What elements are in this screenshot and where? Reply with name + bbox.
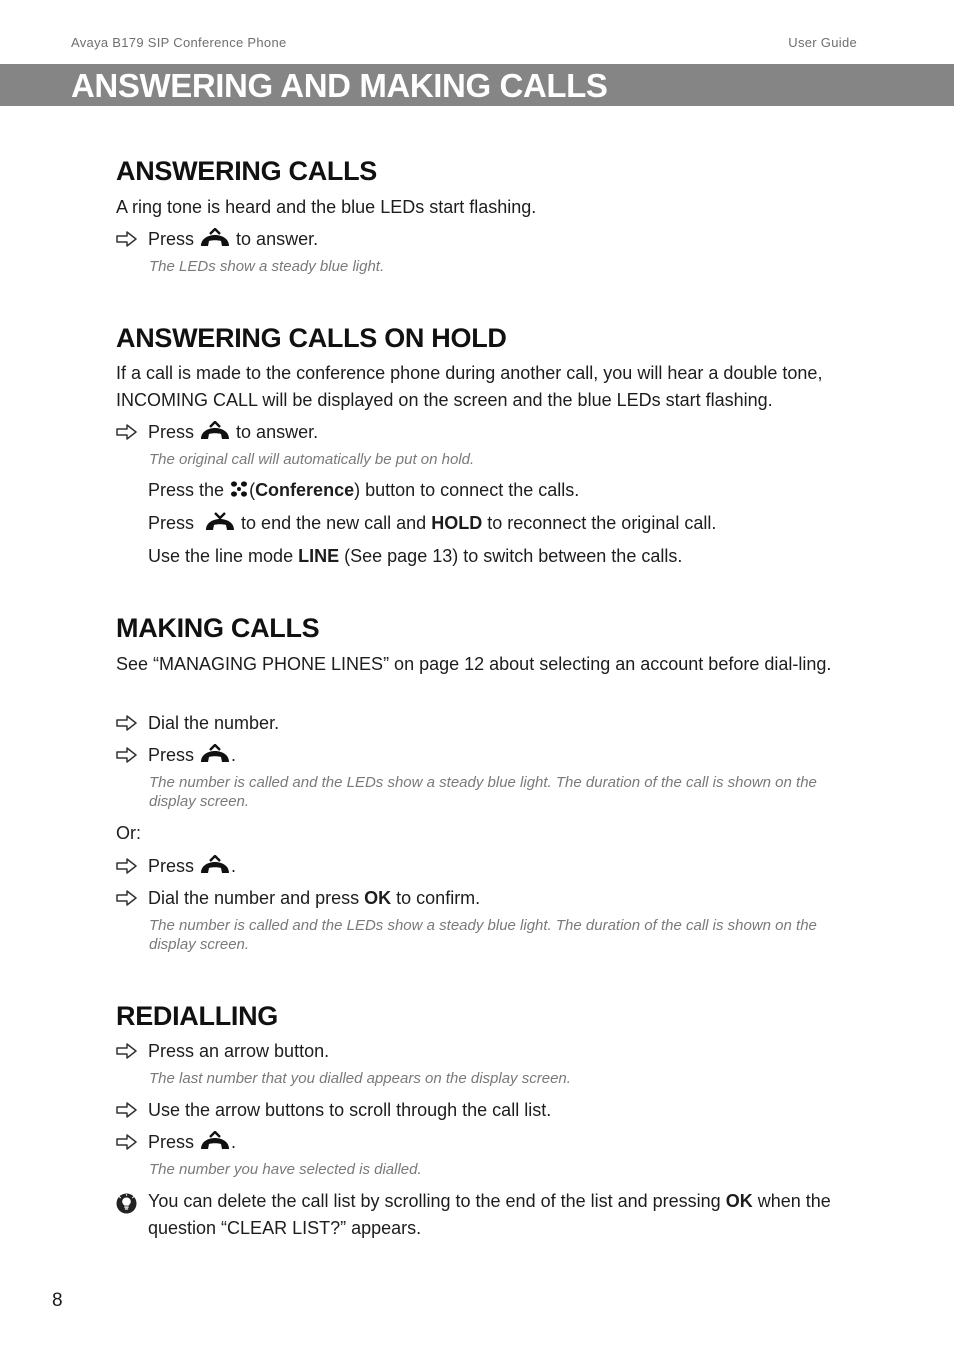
hold-end-prefix: Press bbox=[148, 513, 195, 533]
hold-conference-label: Conference bbox=[255, 480, 355, 500]
right-arrow-icon bbox=[116, 1134, 138, 1150]
hold-conference-suffix: ) button to connect the calls. bbox=[354, 480, 580, 500]
hold-conference-paren: ( bbox=[249, 480, 256, 500]
redialling-note-1: The last number that you dialled appears on the display screen. bbox=[149, 1070, 571, 1087]
making-note-2: The number is called and the LEDs show a steady blue light. The duration of the call is shown on the display screen. bbox=[149, 917, 817, 953]
hold-line-mode-line bbox=[148, 543, 682, 569]
making-step-1-text: Dial the number. bbox=[148, 713, 280, 733]
redialling-tip-prefix: You can delete the call list by scrolling to the end of the list and pressing bbox=[148, 1191, 721, 1211]
hold-step-1-suffix: to answer. bbox=[236, 422, 319, 442]
making-step-2-press: Press bbox=[148, 745, 195, 765]
hold-conference-line bbox=[148, 477, 579, 503]
heading-answering-on-hold: ANSWERING CALLS ON HOLD bbox=[116, 323, 507, 353]
running-header bbox=[71, 35, 857, 50]
page-number: 8 bbox=[52, 1290, 63, 1311]
making-step-4-prefix: Dial the number and press bbox=[148, 888, 360, 908]
hold-end-call-line bbox=[148, 510, 716, 536]
hold-line-prefix: Use the line mode bbox=[148, 546, 294, 566]
answering-step-1 bbox=[116, 226, 861, 252]
redialling-step-2 bbox=[116, 1097, 861, 1123]
making-step-2 bbox=[116, 742, 861, 768]
right-arrow-icon bbox=[116, 747, 138, 763]
right-arrow-icon bbox=[116, 858, 138, 874]
redialling-tip bbox=[148, 1188, 858, 1241]
answering-step-1-suffix: to answer. bbox=[236, 229, 319, 249]
making-step-3-suffix: . bbox=[231, 856, 237, 876]
hold-step-1 bbox=[116, 419, 861, 445]
making-intro: See “MANAGING PHONE LINES” on page 12 about selecting an account before dial-ling. bbox=[116, 654, 832, 674]
hold-note-1: The original call will automatically be put on hold. bbox=[149, 451, 475, 468]
heading-redialling: REDIALLING bbox=[116, 1001, 278, 1031]
hold-line-label: LINE bbox=[298, 546, 340, 566]
hold-end-hold-label: HOLD bbox=[431, 513, 483, 533]
header-product-name: Avaya B179 SIP Conference Phone bbox=[71, 35, 287, 50]
making-step-3 bbox=[116, 853, 861, 879]
redialling-step-3 bbox=[116, 1129, 861, 1155]
phone-offhook-icon bbox=[199, 228, 231, 247]
redialling-step-3-press: Press bbox=[148, 1132, 195, 1152]
making-or-label: Or: bbox=[116, 823, 141, 843]
redialling-tip-suffix: when the question “CLEAR LIST?” appears. bbox=[148, 1191, 831, 1238]
phone-offhook-icon bbox=[199, 1131, 231, 1150]
right-arrow-icon bbox=[116, 231, 138, 247]
redialling-step-1-text: Press an arrow button. bbox=[148, 1041, 330, 1061]
phone-offhook-icon bbox=[199, 855, 231, 874]
redialling-step-1 bbox=[116, 1038, 861, 1064]
making-step-3-press: Press bbox=[148, 856, 195, 876]
phone-offhook-icon bbox=[199, 421, 231, 440]
making-step-1 bbox=[116, 710, 861, 736]
answering-step-1-press: Press bbox=[148, 229, 195, 249]
making-step-4-ok-label: OK bbox=[364, 888, 392, 908]
hold-end-middle: to end the new call and bbox=[241, 513, 427, 533]
hold-step-1-press: Press bbox=[148, 422, 195, 442]
right-arrow-icon bbox=[116, 1102, 138, 1118]
phone-hangup-icon bbox=[204, 512, 236, 531]
answering-note-1: The LEDs show a steady blue light. bbox=[149, 258, 385, 275]
redialling-note-2: The number you have selected is dialled. bbox=[149, 1161, 422, 1178]
redialling-step-2-text: Use the arrow buttons to scroll through the call list. bbox=[148, 1100, 552, 1120]
redialling-tip-ok-label: OK bbox=[725, 1191, 753, 1211]
making-step-4 bbox=[116, 885, 861, 911]
lightbulb-tip-icon bbox=[116, 1193, 137, 1214]
hold-line-suffix: (See page 13) to switch between the calls. bbox=[344, 546, 683, 566]
hold-conference-prefix: Press the bbox=[148, 480, 225, 500]
right-arrow-icon bbox=[116, 1043, 138, 1059]
making-note-1: The number is called and the LEDs show a steady blue light. The duration of the call is shown on the display screen. bbox=[149, 774, 817, 810]
chapter-title: ANSWERING AND MAKING CALLS bbox=[71, 67, 608, 104]
heading-making-calls: MAKING CALLS bbox=[116, 613, 320, 643]
conference-icon bbox=[229, 480, 249, 498]
hold-end-suffix: to reconnect the original call. bbox=[487, 513, 717, 533]
hold-intro: If a call is made to the conference phone during another call, you will hear a double tone, INCOMING CALL will be displayed on the screen and the blue LEDs start flashing. bbox=[116, 363, 823, 410]
heading-answering-calls: ANSWERING CALLS bbox=[116, 156, 377, 186]
answering-intro: A ring tone is heard and the blue LEDs start flashing. bbox=[116, 197, 537, 217]
header-doc-type: User Guide bbox=[788, 35, 857, 50]
right-arrow-icon bbox=[116, 424, 138, 440]
phone-offhook-icon bbox=[199, 744, 231, 763]
chapter-banner bbox=[0, 64, 954, 106]
right-arrow-icon bbox=[116, 890, 138, 906]
redialling-step-3-suffix: . bbox=[231, 1132, 237, 1152]
making-step-4-suffix: to confirm. bbox=[396, 888, 481, 908]
making-step-2-suffix: . bbox=[231, 745, 237, 765]
right-arrow-icon bbox=[116, 715, 138, 731]
